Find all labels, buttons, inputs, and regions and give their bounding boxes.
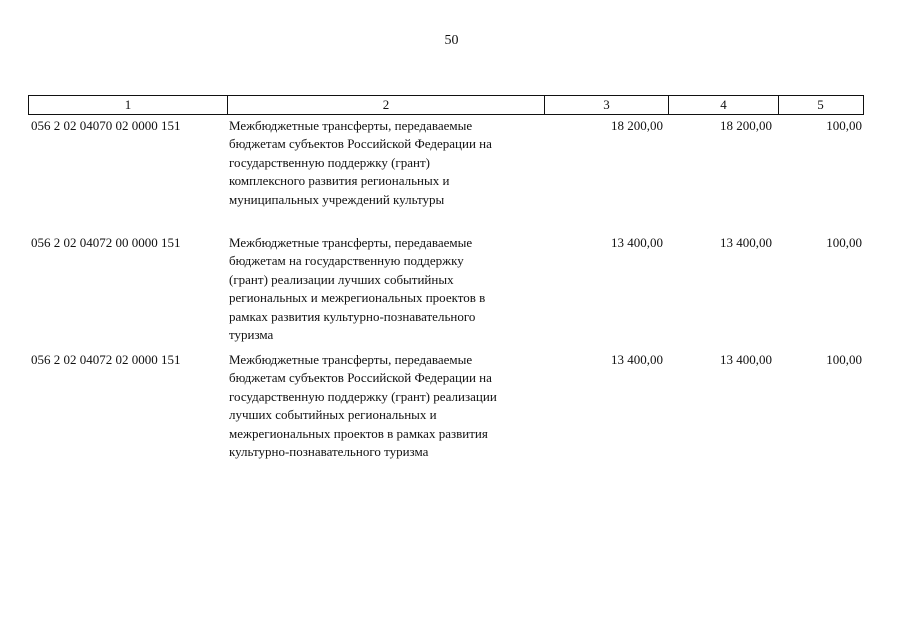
- header-col-3: 3: [544, 96, 668, 114]
- description-line: Межбюджетные трансферты, передаваемые: [229, 118, 473, 133]
- description-line: межрегиональных проектов в рамках развития: [229, 425, 488, 441]
- value-col-3: 18 200,00: [611, 118, 663, 133]
- description-line: бюджетам на государственную поддержку: [229, 253, 464, 269]
- value-col-5: 100,00: [826, 352, 862, 367]
- description-line: Межбюджетные трансферты, передаваемые: [229, 352, 473, 367]
- description-line: муниципальных учреждений культуры: [229, 191, 445, 207]
- description-line: бюджетам субъектов Российской Федерации на: [229, 370, 492, 386]
- description-line: региональных и межрегиональных проектов в: [229, 290, 486, 306]
- description-line: туризма: [229, 327, 274, 343]
- description-line: государственную поддержку (грант) реализации: [229, 388, 497, 404]
- page-number-text: 50: [444, 33, 459, 48]
- value-col-4: 13 400,00: [720, 235, 772, 250]
- page-number: [0, 33, 905, 49]
- row-description: [229, 234, 549, 344]
- description-line: рамках развития культурно-познавательного: [229, 308, 476, 324]
- description-line: (грант) реализации лучших событийных: [229, 271, 454, 287]
- description-line: комплексного развития региональных и: [229, 173, 450, 189]
- budget-code: 056 2 02 04070 02 0000 151: [31, 118, 181, 133]
- value-col-4: 18 200,00: [720, 118, 772, 133]
- row-description: [229, 351, 549, 461]
- value-col-3: 13 400,00: [611, 235, 663, 250]
- value-col-4: 13 400,00: [720, 352, 772, 367]
- value-col-3: 13 400,00: [611, 352, 663, 367]
- table-header: [28, 95, 864, 115]
- budget-code: 056 2 02 04072 00 0000 151: [31, 235, 181, 250]
- description-line: Межбюджетные трансферты, передаваемые: [229, 235, 473, 250]
- header-col-5: 5: [778, 96, 862, 114]
- header-col-4: 4: [668, 96, 778, 114]
- description-line: бюджетам субъектов Российской Федерации на: [229, 136, 492, 152]
- row-description: [229, 117, 549, 209]
- budget-code: 056 2 02 04072 02 0000 151: [31, 352, 181, 367]
- header-col-2: 2: [227, 96, 544, 114]
- description-line: культурно-познавательного туризма: [229, 444, 429, 460]
- header-col-1: 1: [124, 97, 132, 112]
- description-line: лучших событийных региональных и: [229, 407, 437, 423]
- value-col-5: 100,00: [826, 118, 862, 133]
- value-col-5: 100,00: [826, 235, 862, 250]
- description-line: государственную поддержку (грант): [229, 154, 430, 170]
